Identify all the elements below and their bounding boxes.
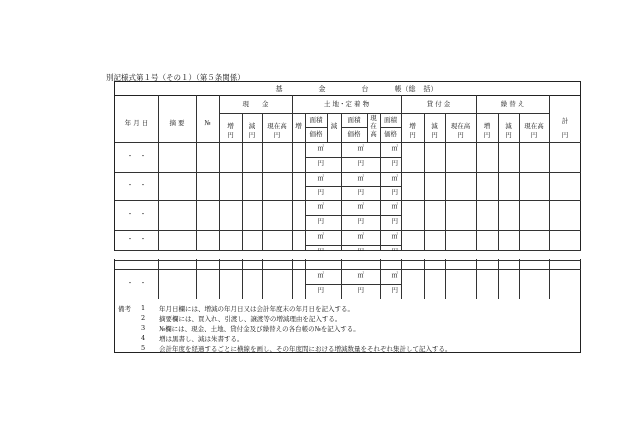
- land-row-split: [305, 215, 401, 216]
- note-number: 4: [141, 334, 146, 342]
- area-unit: ㎡: [357, 174, 364, 182]
- value-unit: 円: [391, 188, 398, 196]
- land-balance-header: 高: [370, 130, 377, 138]
- header-bottom-line: [115, 142, 581, 143]
- land-balance-header: 現: [370, 114, 377, 122]
- area-unit: ㎡: [317, 144, 324, 152]
- transfer-balance-header: 現在高: [524, 122, 544, 130]
- loan-increase-header: 増: [409, 122, 416, 130]
- row-line: [115, 260, 581, 261]
- value-unit: 円: [357, 286, 364, 294]
- subcolumn-line: [445, 113, 446, 299]
- yen-unit: 円: [248, 131, 256, 139]
- area-unit: ㎡: [317, 271, 324, 279]
- row-date: ・ ・: [126, 181, 147, 189]
- land-increase-header: 増: [295, 122, 302, 130]
- row-date: ・ ・: [126, 152, 147, 160]
- land-value-header: 価格: [347, 130, 361, 138]
- col-date-header: 年 月 日: [124, 119, 149, 127]
- land-row-split: [305, 157, 401, 158]
- land-value-header: 価格: [309, 130, 323, 138]
- land-value-header: 価格: [384, 130, 397, 138]
- transfer-decrease-header: 減: [505, 122, 512, 130]
- col-land-header: 土 地・定 着 物: [323, 100, 370, 108]
- subcolumn-line: [242, 113, 243, 299]
- col-no-header: №: [204, 119, 211, 127]
- yen-unit: 円: [431, 131, 438, 139]
- value-unit: 円: [317, 286, 324, 294]
- value-unit: 円: [391, 286, 398, 294]
- yen-unit: 円: [457, 131, 464, 139]
- value-unit: 円: [317, 159, 324, 167]
- land-decrease-header: 減: [330, 122, 338, 130]
- cash-balance-header: 現在高: [267, 122, 287, 130]
- row-line: [115, 269, 581, 270]
- cash-increase-header: 増: [227, 122, 234, 130]
- yen-unit: 円: [409, 131, 416, 139]
- area-unit: ㎡: [317, 174, 324, 182]
- land-row-split: [305, 284, 401, 285]
- col-transfer-header: 繰 替 え: [500, 100, 525, 108]
- table-break: [114, 251, 581, 259]
- yen-unit: 円: [505, 131, 512, 139]
- notes-label: 備考: [118, 305, 131, 313]
- value-unit: 円: [391, 159, 398, 167]
- area-value-divider: [305, 127, 327, 128]
- land-cell-line: [401, 142, 402, 299]
- note-text: 会計年度を経過するごとに横線を画し、その年度間における増減数量をそれぞれ集計して記入する。: [159, 345, 452, 353]
- area-unit: ㎡: [357, 144, 364, 152]
- land-balance-header: 在: [370, 122, 377, 130]
- header-divider: [219, 113, 549, 114]
- yen-unit: 円: [530, 131, 538, 139]
- note-text: №欄には、現金、土地、貸付金及び繰替えの各台帳の№を記入する。: [159, 325, 360, 333]
- yen-unit: 円: [483, 131, 491, 139]
- value-unit: 円: [317, 217, 324, 225]
- land-row-split: [305, 245, 401, 246]
- col-cash-header: 現 金: [242, 100, 269, 108]
- land-area-header: 面積: [309, 116, 323, 124]
- subcolumn-line: [498, 113, 499, 299]
- area-unit: ㎡: [317, 232, 324, 240]
- fund-ledger-table: [114, 81, 581, 353]
- note-number: 5: [141, 344, 146, 352]
- value-unit: 円: [357, 188, 364, 196]
- row-line: [115, 230, 581, 231]
- area-value-divider: [341, 127, 367, 128]
- subcolumn-line: [424, 113, 425, 299]
- row-line: [115, 172, 581, 173]
- area-value-divider: [380, 127, 401, 128]
- loan-balance-header: 現在高: [450, 122, 471, 130]
- area-unit: ㎡: [391, 202, 398, 210]
- value-unit: 円: [391, 217, 398, 225]
- col-total-header: 計: [561, 117, 569, 125]
- value-unit: 円: [317, 188, 324, 196]
- loan-decrease-header: 減: [431, 122, 438, 130]
- yen-unit: 円: [561, 131, 569, 139]
- land-row-split: [305, 186, 401, 187]
- area-unit: ㎡: [391, 144, 398, 152]
- area-unit: ㎡: [317, 202, 324, 210]
- note-text: 摘要欄には、買入れ、引渡し、譲渡等の増減理由を記入する。: [159, 315, 342, 323]
- row-date: ・ ・: [126, 279, 147, 287]
- cash-decrease-header: 減: [248, 122, 256, 130]
- area-unit: ㎡: [357, 232, 364, 240]
- value-unit: 円: [357, 217, 364, 225]
- note-text: 増は黒書し、減は朱書する。: [159, 335, 244, 343]
- note-number: 3: [141, 324, 146, 332]
- area-unit: ㎡: [391, 271, 398, 279]
- note-number: 2: [141, 314, 146, 322]
- subcolumn-line: [519, 113, 520, 299]
- value-unit: 円: [357, 159, 364, 167]
- col-summary-header: 摘 要: [169, 119, 185, 127]
- row-line: [115, 200, 581, 201]
- land-area-header: 面積: [384, 116, 397, 124]
- area-unit: ㎡: [357, 271, 364, 279]
- row-date: ・ ・: [126, 210, 147, 218]
- ledger-title: 基 金 台 帳（総 括）: [115, 82, 580, 96]
- note-number: 1: [141, 304, 146, 312]
- subcolumn-line: [262, 113, 263, 299]
- area-unit: ㎡: [391, 174, 398, 182]
- area-unit: ㎡: [391, 232, 398, 240]
- area-unit: ㎡: [357, 202, 364, 210]
- yen-unit: 円: [227, 131, 234, 139]
- note-text: 年月日欄には、増減の年月日又は会計年度末の年月日を記入する。: [159, 305, 354, 313]
- row-date: ・ ・: [126, 235, 147, 243]
- form-caption: 別記様式第１号（その１）（第５条関係）: [106, 73, 245, 82]
- col-loan-header: 貸 付 金: [426, 100, 451, 108]
- yen-unit: 円: [273, 131, 281, 139]
- land-area-header: 面積: [347, 116, 361, 124]
- transfer-increase-header: 増: [483, 122, 491, 130]
